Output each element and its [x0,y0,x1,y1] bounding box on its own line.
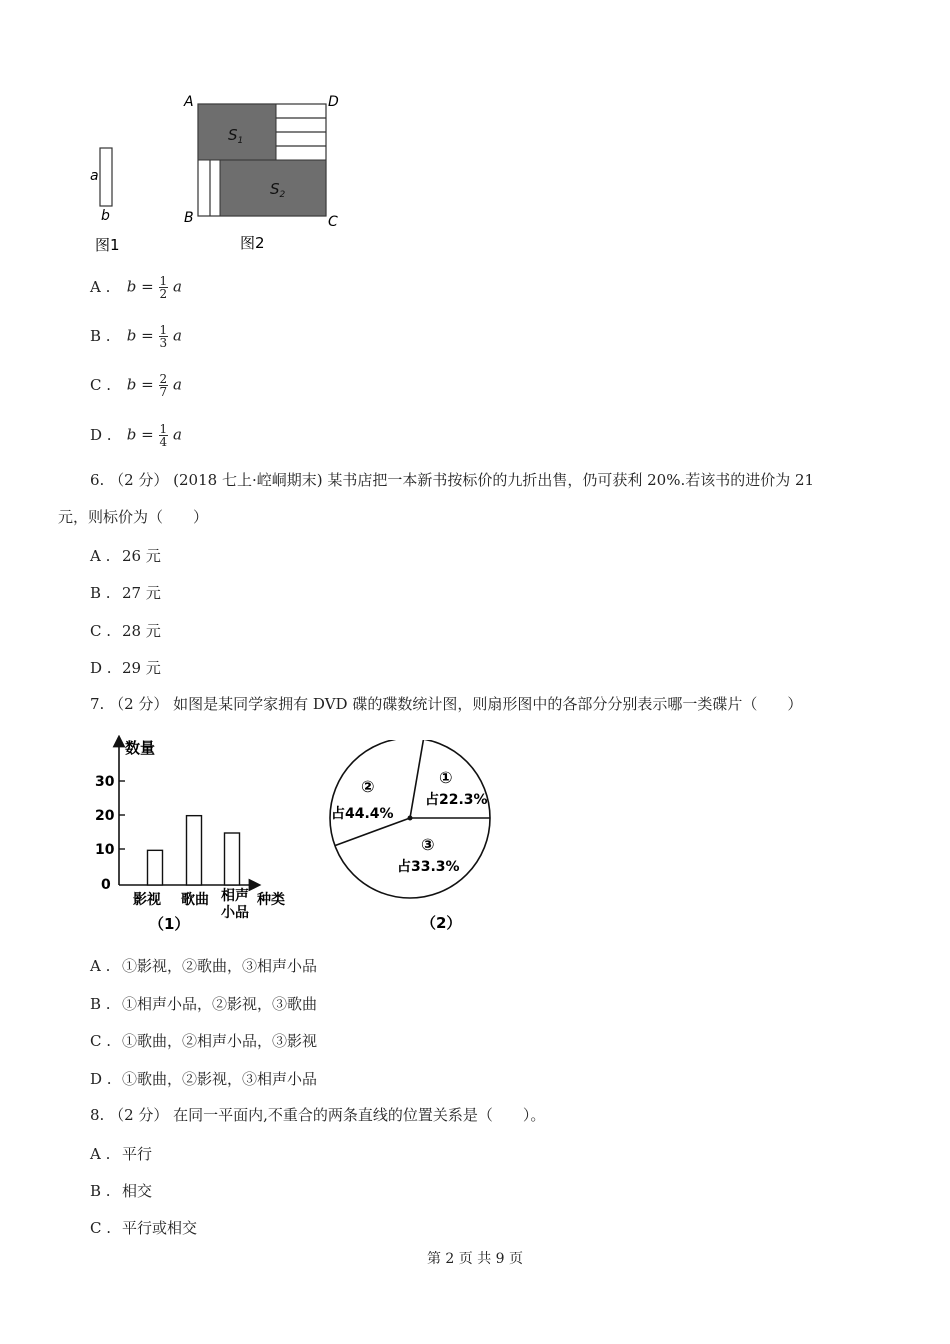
q6-stem-line1: 6. （2 分） (2018 七上·崆峒期末) 某书店把一本新书按标价的九折出售，仍可获利 20%.若该书的进价为 21 [90,471,815,489]
q5-option-b[interactable] [90,324,182,349]
option-key: B . [90,1182,111,1200]
fig1-side-b: b [101,208,110,224]
option-key: A . [90,957,111,975]
option-text: 27 元 [122,584,161,602]
option-key: C . [90,1219,112,1237]
bar-chart-caption: （1） [149,915,190,933]
option-key: B . [90,584,111,602]
option-fraction: $\frac{1}{2}$ [159,274,168,301]
bar-series [148,816,240,885]
corner-D: D [328,94,339,110]
pie-slice-3-text: 占33.3% [397,859,460,875]
option-fraction: $\frac{2}{7}$ [159,372,168,399]
option-fraction: $\frac{1}{4}$ [159,422,168,449]
option-text: ①歌曲，②影视，③相声小品 [122,1070,318,1088]
q7-option-c[interactable] [90,1030,317,1051]
bar-3 [225,833,240,885]
q6-option-c[interactable] [90,620,161,641]
fig1-label: 图1 [95,236,120,254]
option-text: ①影视，②歌曲，③相声小品 [122,957,318,975]
q6-stem-line2: 元，则标价为（ ） [58,508,209,526]
option-text: ①歌曲，②相声小品，③影视 [122,1032,318,1050]
option-key: C . [90,1032,112,1050]
q8-option-c[interactable] [90,1217,197,1238]
q5-figure [80,88,370,258]
q6-option-b[interactable] [90,582,161,603]
option-key: C . [90,375,112,394]
q8-stem: 8. （2 分） 在同一平面内,不重合的两条直线的位置关系是（ ）。 [90,1106,546,1124]
option-fraction: $\frac{1}{3}$ [159,323,168,350]
fig2-label: 图2 [240,234,265,252]
page-footer: 第 2 页 共 9 页 [426,1251,524,1267]
pie-center [408,816,413,821]
option-lhs: b = [126,277,154,296]
q6-option-a[interactable] [90,545,161,566]
bar-tick-marks [119,781,125,849]
q7-option-a[interactable] [90,955,317,976]
option-lhs: b = [126,425,154,444]
bar-x-label: 种类 [257,892,285,908]
option-var: a [172,277,182,296]
bar-tick-0: 0 [101,877,111,893]
q5-option-c[interactable] [90,373,182,398]
option-lhs: b = [126,326,154,345]
pie-slice-3-mark: ③ [421,835,435,854]
option-var: a [172,326,182,345]
q7-option-d[interactable] [90,1068,317,1089]
q8-option-b[interactable] [90,1180,152,1201]
option-text: 29 元 [122,659,161,677]
option-text: 平行 [122,1145,153,1163]
q5-option-d[interactable] [90,423,182,448]
bar-tick-30: 30 [95,774,115,790]
option-key: D . [90,425,112,444]
fig1-side-a: a [90,168,99,184]
option-text: 相交 [122,1182,153,1200]
q5-option-a[interactable] [90,275,182,300]
pie-slice-2-mark: ② [361,777,375,796]
fig1-rectangle [100,148,112,206]
bar-y-label: 数量 [125,739,156,757]
bar-category-2: 歌曲 [181,892,209,908]
bar-tick-10: 10 [95,842,115,858]
bar-category-3-line1: 相声 [221,888,249,904]
bar-2 [187,816,202,885]
q7-bar-chart [85,735,305,935]
option-text: 平行或相交 [122,1219,198,1237]
bar-category-3-line2: 小品 [221,905,249,921]
corner-A: A [184,94,194,110]
q7-pie-chart [325,740,505,940]
pie-slice-2-text: 占44.4% [331,806,394,822]
option-key: B . [90,326,111,345]
option-var: a [172,425,182,444]
corner-B: B [184,210,194,226]
option-text: 26 元 [122,547,161,565]
q8-option-a[interactable] [90,1143,152,1164]
pie-slice-1-text: 占22.3% [425,792,488,808]
option-text: 28 元 [122,622,161,640]
option-var: a [172,375,182,394]
option-key: B . [90,995,111,1013]
q7-stem: 7. （2 分） 如图是某同学家拥有 DVD 碟的碟数统计图，则扇形图中的各部分分别表示哪一类碟片（ ） [90,695,803,713]
option-key: C . [90,622,112,640]
option-text: ①相声小品，②影视，③歌曲 [122,995,318,1013]
area-s1-label: $S_1$ [228,126,244,146]
option-key: A . [90,547,111,565]
option-key: D . [90,1070,112,1088]
option-key: D . [90,659,112,677]
option-key: A . [90,277,111,296]
bar-tick-20: 20 [95,808,115,824]
area-s2-label: $S_2$ [270,180,286,200]
pie-chart-caption: （2） [421,914,462,932]
corner-C: C [328,214,338,230]
bar-category-1: 影视 [133,892,161,908]
bar-1 [148,850,163,885]
q7-option-b[interactable] [90,993,317,1014]
option-key: A . [90,1145,111,1163]
q6-option-d[interactable] [90,657,161,678]
pie-slice-1-mark: ① [439,768,453,787]
option-lhs: b = [126,375,154,394]
